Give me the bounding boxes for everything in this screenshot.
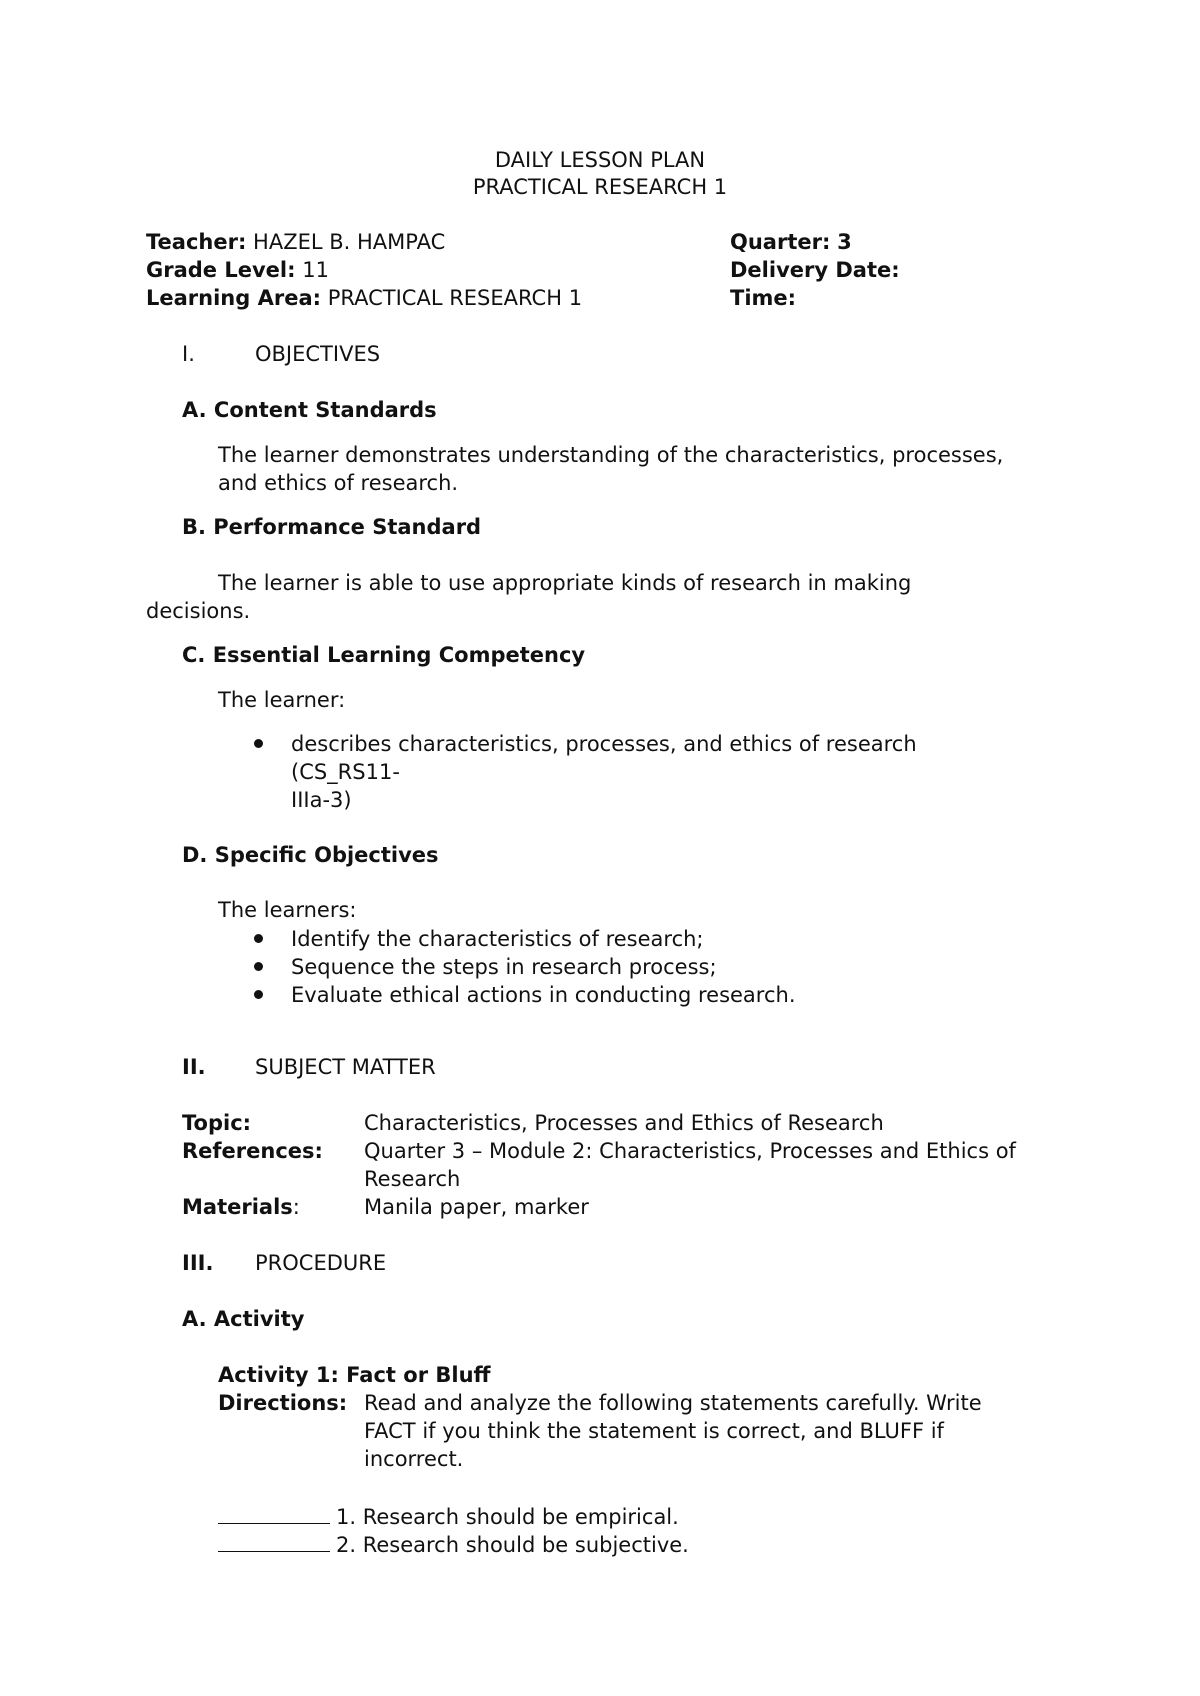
specific-objectives-heading: D. Specific Objectives <box>182 843 439 867</box>
document-title: DAILY LESSON PLAN <box>494 148 706 172</box>
specific-objective-item: Sequence the steps in research process; <box>291 955 717 979</box>
answer-blank[interactable] <box>218 1505 330 1524</box>
quarter-value: 3 <box>837 230 852 254</box>
subject-matter-numeral: II. <box>182 1055 206 1079</box>
grade-level-label: Grade Level: <box>146 258 296 282</box>
materials-colon: : <box>292 1195 300 1219</box>
directions-line2: FACT if you think the statement is correct, and BLUFF if <box>364 1419 944 1443</box>
topic-value: Characteristics, Processes and Ethics of Research <box>364 1111 884 1135</box>
quarter-label: Quarter: <box>730 230 831 254</box>
performance-standard-text-line2: decisions. <box>146 599 251 623</box>
specific-objective-item: Identify the characteristics of research; <box>291 927 704 951</box>
materials-label: Materials <box>182 1195 293 1219</box>
grade-level-value: 11 <box>302 258 329 282</box>
quarter-row <box>730 232 852 253</box>
activity-heading: A. Activity <box>182 1307 305 1331</box>
competency-item-line1: describes characteristics, processes, and ethics of research <box>291 732 917 756</box>
content-standards-text-line1: The learner demonstrates understanding of the characteristics, processes, <box>218 443 1004 467</box>
bullet-icon <box>254 990 263 999</box>
performance-standard-heading: B. Performance Standard <box>182 515 482 539</box>
directions-line3: incorrect. <box>364 1447 464 1471</box>
delivery-date-label: Delivery Date: <box>730 258 900 282</box>
competency-item-line3: IIIa-3) <box>291 788 352 812</box>
performance-standard-text-line1: The learner is able to use appropriate kinds of research in making <box>218 571 912 595</box>
objectives-numeral: I. <box>182 342 195 366</box>
materials-label-row <box>182 1197 300 1218</box>
teacher-label: Teacher: <box>146 230 247 254</box>
procedure-heading: PROCEDURE <box>255 1251 387 1275</box>
bullet-icon <box>254 962 263 971</box>
statement-row <box>218 1533 689 1556</box>
references-value-line2: Research <box>364 1167 461 1191</box>
document-subtitle: PRACTICAL RESEARCH 1 <box>472 175 728 199</box>
grade-level-row <box>146 260 329 281</box>
topic-label: Topic: <box>182 1111 252 1135</box>
learning-area-row <box>146 288 582 309</box>
bullet-icon <box>254 739 263 748</box>
references-value-line1: Quarter 3 – Module 2: Characteristics, Processes and Ethics of <box>364 1139 1016 1163</box>
references-label: References: <box>182 1139 323 1163</box>
procedure-numeral: III. <box>182 1251 214 1275</box>
learning-area-value: PRACTICAL RESEARCH 1 <box>327 286 583 310</box>
learning-area-label: Learning Area: <box>146 286 322 310</box>
content-standards-text-line2: and ethics of research. <box>218 471 459 495</box>
teacher-row <box>146 232 445 253</box>
statement-text: 2. Research should be subjective. <box>336 1533 689 1557</box>
specific-objectives-intro: The learners: <box>218 898 357 922</box>
specific-objective-item: Evaluate ethical actions in conducting research. <box>291 983 796 1007</box>
directions-label: Directions: <box>218 1391 348 1415</box>
subject-matter-heading: SUBJECT MATTER <box>255 1055 436 1079</box>
competency-intro: The learner: <box>218 688 346 712</box>
content-standards-heading: A. Content Standards <box>182 398 437 422</box>
objectives-heading: OBJECTIVES <box>255 342 381 366</box>
answer-blank[interactable] <box>218 1533 330 1552</box>
directions-line1: Read and analyze the following statements carefully. Write <box>364 1391 982 1415</box>
time-label: Time: <box>730 286 797 310</box>
bullet-icon <box>254 934 263 943</box>
materials-value: Manila paper, marker <box>364 1195 589 1219</box>
statement-row <box>218 1505 679 1528</box>
activity-title: Activity 1: Fact or Bluff <box>218 1363 491 1387</box>
statement-text: 1. Research should be empirical. <box>336 1505 679 1529</box>
competency-heading: C. Essential Learning Competency <box>182 643 586 667</box>
competency-item-line2: (CS_RS11- <box>291 760 400 784</box>
teacher-value: HAZEL B. HAMPAC <box>253 230 446 254</box>
